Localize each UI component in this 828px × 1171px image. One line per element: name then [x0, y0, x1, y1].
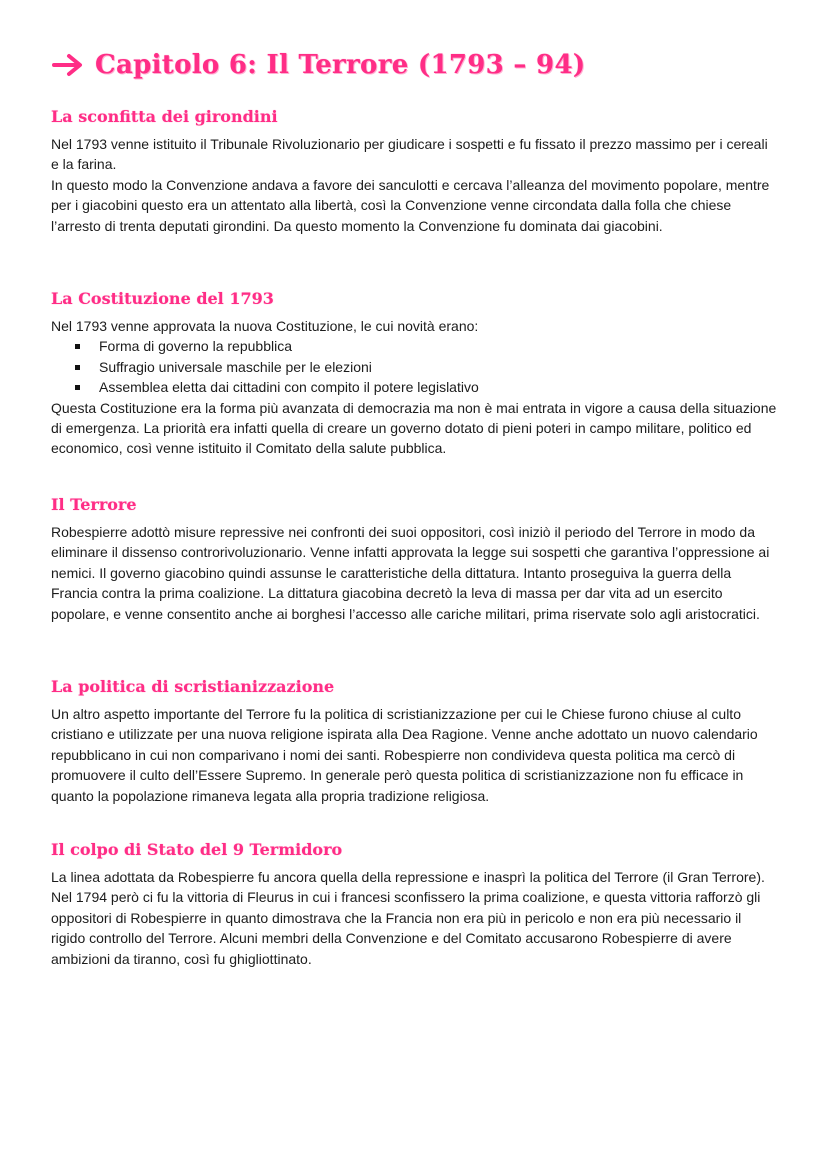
section-heading: La sconfitta dei girondini [51, 107, 278, 126]
paragraph: In questo modo la Convenzione andava a favore dei sanculotti e cercava l’alleanza del movimento popolare, mentre per i giacobini questo era un attentato alla libertà, così la Convenzione venne circondata dalla folla che chiese l’arresto di trenta deputati girondini. Da questo momento la Convenzione fu dominata dai giacobini. [51, 176, 770, 234]
page-title: Capitolo 6: Il Terrore (1793 – 94) [95, 50, 586, 80]
paragraph: Nel 1793 venne istituito il Tribunale Rivoluzionario per giudicare i sospetti e fu fissato il prezzo massimo per i cereali e la farina. [51, 136, 768, 173]
section-scristianizzazione [51, 677, 778, 806]
square-bullet-icon [75, 344, 80, 349]
paragraph: Questa Costituzione era la forma più avanzata di democrazia ma non è mai entrata in vigore a causa della situazione di emergenza. La priorità era infatti quella di creare un governo dotato di pieni poteri in campo militare, politico ed economico, così venne istituito il Comitato della salute pubblica. [51, 399, 777, 457]
section-costituzione [51, 289, 778, 459]
title-row [51, 50, 585, 80]
arrow-right-icon [51, 52, 85, 78]
list-item [75, 336, 778, 356]
section-girondini [51, 107, 778, 236]
section-terrore [51, 495, 778, 624]
section-heading: Il colpo di Stato del 9 Termidoro [51, 840, 343, 859]
list-item-text: Suffragio universale maschile per le elezioni [99, 358, 372, 375]
section-heading: La Costituzione del 1793 [51, 289, 274, 308]
list-item-text: Assemblea eletta dai cittadini con compito il potere legislativo [99, 379, 479, 396]
section-heading: Il Terrore [51, 495, 137, 514]
paragraph: Un altro aspetto importante del Terrore fu la politica di scristianizzazione per cui le Chiese furono chiuse al culto cristiano e utilizzate per una nuova religione ispirata alla Dea Ragione. Venne anche adottato un nuovo calendario repubblicano in cui non comparivano i nomi dei santi. Robespierre non condivideva questa politica ma cercò di promuovere il culto dell’Essere Supremo. In generale però questa politica di scristianizzazione non fu efficace in quanto la popolazione rimaneva legata alla propria tradizione religiosa. [51, 706, 758, 804]
list-item-text: Forma di governo la repubblica [99, 338, 292, 355]
paragraph: Nel 1793 venne approvata la nuova Costituzione, le cui novità erano: [51, 318, 479, 334]
list-item [75, 357, 778, 377]
square-bullet-icon [75, 385, 80, 390]
paragraph: La linea adottata da Robespierre fu ancora quella della repressione e inasprì la politica del Terrore (il Gran Terrore). Nel 1794 però ci fu la vittoria di Fleurus in cui i francesi sconfissero la prima coalizione, e questa vittoria rafforzò gli oppositori di Robespierre in quanto dimostrava che la Francia non era più in pericolo e non era più necessario il rigido controllo del Terrore. Alcuni membri della Convenzione e del Comitato accusarono Robespierre di avere ambizioni da tiranno, così fu ghigliottinato. [51, 869, 765, 967]
section-heading: La politica di scristianizzazione [51, 677, 335, 696]
list-item [75, 377, 778, 397]
square-bullet-icon [75, 365, 80, 370]
paragraph: Robespierre adottò misure repressive nei confronti dei suoi oppositori, così iniziò il periodo del Terrore in modo da eliminare il dissenso controrivoluzionario. Venne infatti approvata la legge sui sospetti che garantiva l’oppressione ai nemici. Il governo giacobino quindi assunse le caratteristiche della dittatura. Intanto proseguiva la guerra della Francia contra la prima coalizione. La dittatura giacobina decretò la leva di massa per dar vita ad un esercito popolare, e venne consentito anche ai borghesi l’accesso alle cariche militari, prima riservate solo agli aristocratici. [51, 524, 770, 622]
section-termidoro [51, 840, 778, 969]
bullet-list [51, 336, 778, 397]
